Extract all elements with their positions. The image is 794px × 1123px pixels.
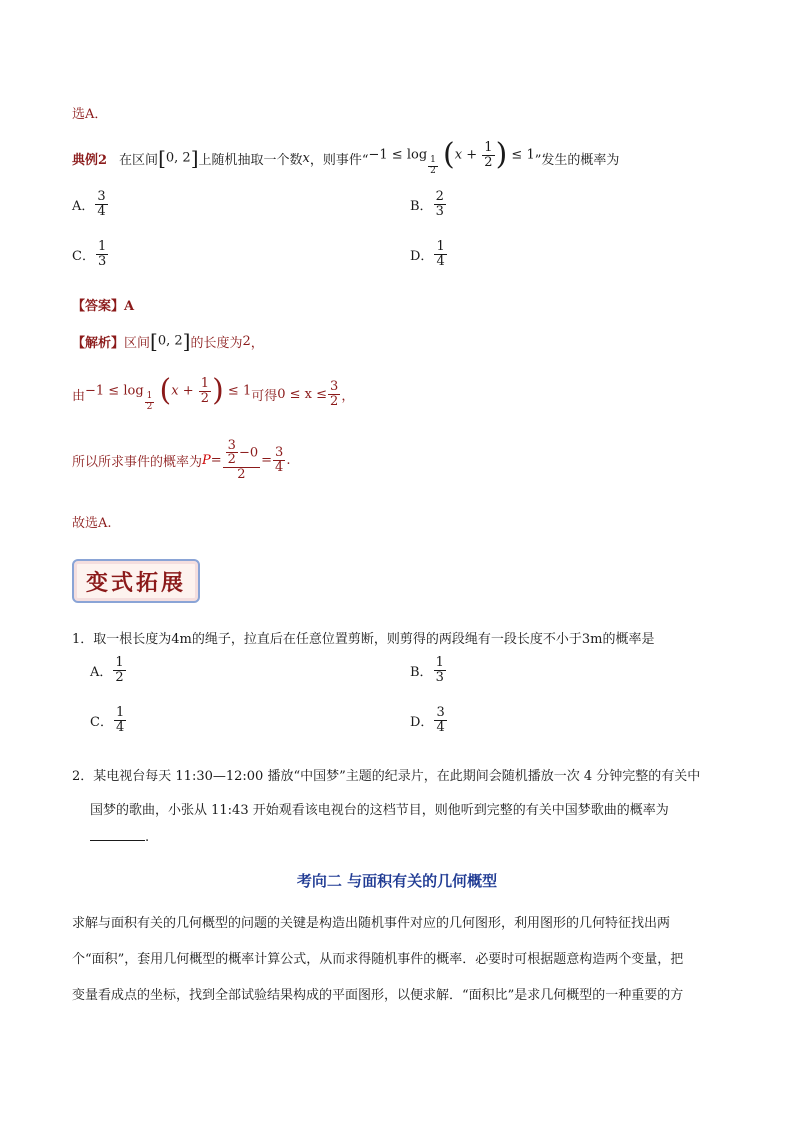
question-1-text: 1．取一根长度为4m的绳子，拉直后在任意位置剪断，则剪得的两段绳有一段长度不小于3m的概率是 (72, 632, 655, 647)
body-line-1: 求解与面积有关的几何概型的问题的关键是构造出随机事件对应的几何图形，利用图形的几何特征找出两 (72, 916, 671, 931)
question-2-blank: . (90, 830, 149, 845)
previous-answer: 选A． (72, 107, 108, 122)
q1-option-c: C． $\frac{1}{4}$ (90, 705, 125, 735)
stem-text-d: ”发生的概率为 (534, 152, 620, 168)
section-badge: 变式拓展 (72, 559, 200, 603)
variable-x: x (302, 150, 310, 166)
analysis-line-2: 由 −1 ≤ log $\frac{1}{2}$ (x + $\frac{1}{2}$ ) ≤ 1 可得 0 ≤ x ≤ $\frac{3}{2}$ ， (72, 373, 355, 412)
analysis-line-1: 【解析】 区间 [0, 2] 的长度为 2 ， (72, 329, 264, 353)
example-label: 典例2 (72, 152, 108, 168)
body-line-3: 变量看成点的坐标，找到全部试验结果构成的平面图形，以便求解．“面积比”是求几何概型的一种重要的方 (72, 988, 684, 1003)
q1-option-a: A． $\frac{1}{2}$ (90, 655, 124, 685)
stem-text-c: ，则事件“ (309, 152, 369, 168)
q1-option-b: B． $\frac{1}{3}$ (410, 655, 444, 685)
question-2-line-2: 国梦的歌曲，小张从 11:43 开始观看该电视台的这档节目，则他听到完整的有关中国梦歌曲的概率为 (90, 803, 669, 818)
option-c: C． $\frac{1}{3}$ (72, 239, 107, 269)
stem-text-b: 上随机抽取一个数 (198, 152, 303, 168)
section-heading: 考向二 与面积有关的几何概型 (296, 872, 498, 890)
conclusion: 故选A. (72, 516, 112, 531)
option-b: B． $\frac{2}{3}$ (410, 189, 444, 219)
stem-text-a: 在区间 (119, 152, 159, 168)
q1-option-d: D． $\frac{3}{4}$ (410, 705, 445, 735)
body-line-2: 个“面积”，套用几何概型的概率计算公式，从而求得随机事件的概率．必要时可根据题意构造两个变量，把 (72, 952, 684, 967)
interval: [0, 2] (158, 146, 199, 170)
example-2-stem (72, 137, 620, 176)
question-2-line-1: 2．某电视台每天 11:30—12:00 播放“中国梦”主题的纪录片，在此期间会随机播放一次 4 分钟完整的有关中 (72, 769, 701, 784)
answer-blank[interactable] (90, 840, 145, 841)
inequality: −1 ≤ log $\frac{1}{2}$ (x + $\frac{1}{2}$ ) ≤ 1 (368, 137, 535, 176)
analysis-line-3: 所以所求事件的概率为 P = $\frac{3}{2}$ −0 2 = $\frac{3}{4}$ . (72, 437, 291, 482)
answer-line: 【答案】A (72, 299, 135, 314)
option-d: D． $\frac{1}{4}$ (410, 239, 445, 269)
option-a: A． $\frac{3}{4}$ (72, 189, 106, 219)
